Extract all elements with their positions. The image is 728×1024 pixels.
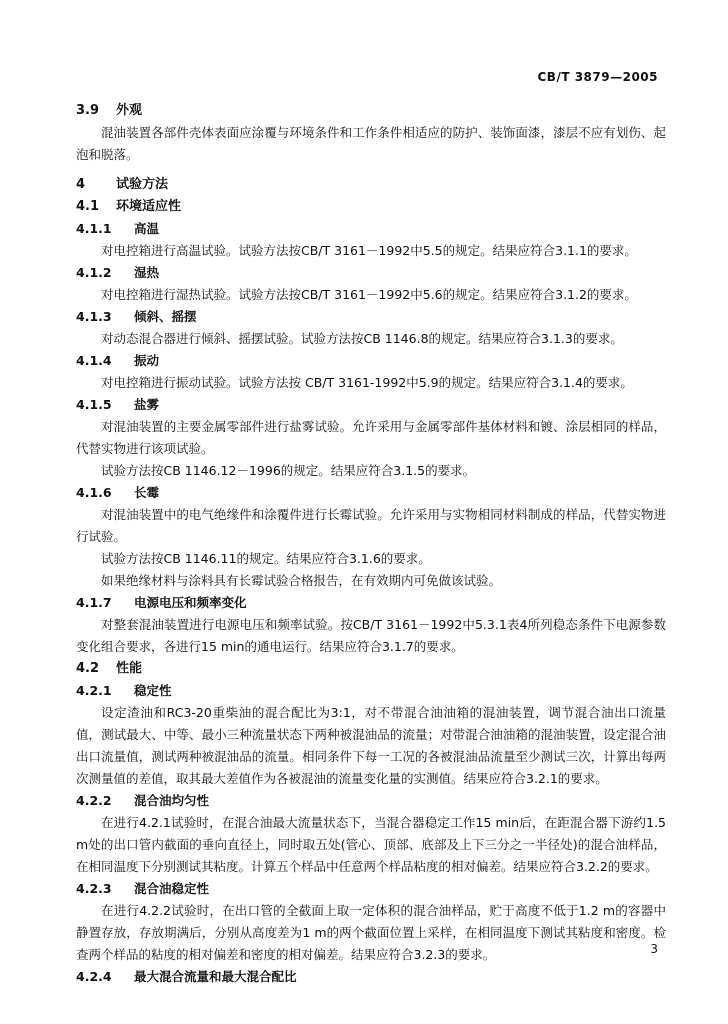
section-number: 4.2 xyxy=(76,661,100,676)
section-title: 混合油均匀性 xyxy=(134,793,210,808)
paragraph: 如果绝缘材料与涂料具有长霉试验合格报告，在有效期内可免做该试验。 xyxy=(101,573,502,588)
section-heading-4 xyxy=(76,174,666,196)
section-heading-4-2-2 xyxy=(76,790,666,812)
paragraph: 在进行4.2.1试验时，在混合油最大流量状态下，当混合器稳定工作15 min后，在距混合器下游约1.5 m处的出口管内截面的垂向直径上，同时取五处(管心、顶部、底部及上下三分之一半径处)的混合油样品，在相同温度下分别测试其粘度。计算五个样品中任意两个样品粘度的相对偏差。结果应符合3.2.2的要求。 xyxy=(76,815,666,874)
section-title: 最大混合流量和最大混合配比 xyxy=(134,969,297,984)
section-heading-4-1-6 xyxy=(76,482,666,504)
section-number: 4.1.6 xyxy=(76,485,112,500)
section-heading-4-2-4 xyxy=(76,966,666,988)
paragraph: 对电控箱进行湿热试验。试验方法按CB/T 3161－1992中5.6的规定。结果应符合3.1.2的要求。 xyxy=(101,287,637,302)
section-title: 电源电压和频率变化 xyxy=(134,595,247,610)
section-heading-4-1-5 xyxy=(76,394,666,416)
section-number: 4.2.1 xyxy=(76,683,112,698)
section-number: 4 xyxy=(76,177,86,192)
section-title: 试验方法 xyxy=(116,177,169,192)
paragraph: 在进行4.2.2试验时，在出口管的全截面上取一定体积的混合油样品，贮于高度不低于1.2 m的容器中静置存放，存放期满后，分别从高度差为1 m的两个截面位置上采样，在相同温度下测试其粘度和密度。检查两个样品的粘度的相对偏差和密度的相对偏差。结果应符合3.2.3的要求。 xyxy=(76,903,666,962)
section-number: 4.1.7 xyxy=(76,595,112,610)
section-heading-4-2-3 xyxy=(76,878,666,900)
paragraph: 对混油装置中的电气绝缘件和涂覆件进行长霉试验。允许采用与实物相同材料制成的样品，代替实物进行试验。 xyxy=(76,507,666,544)
paragraph: 对电控箱进行高温试验。试验方法按CB/T 3161－1992中5.5的规定。结果应符合3.1.1的要求。 xyxy=(101,243,637,258)
section-title: 混合油稳定性 xyxy=(134,881,210,896)
section-title: 性能 xyxy=(116,661,143,676)
section-title: 高温 xyxy=(134,221,160,236)
section-number: 4.1.3 xyxy=(76,309,112,324)
paragraph: 对电控箱进行振动试验。试验方法按 CB/T 3161-1992中5.9的规定。结果应符合3.1.4的要求。 xyxy=(101,375,633,390)
section-title: 振动 xyxy=(134,353,160,368)
section-heading-4-1-2 xyxy=(76,262,666,284)
paragraph: 对整套混油装置进行电源电压和频率试验。按CB/T 3161－1992中5.3.1表4所列稳态条件下电源参数变化组合要求，各进行15 min的通电运行。结果应符合3.1.7的要求。 xyxy=(76,617,666,654)
section-title: 稳定性 xyxy=(134,683,172,698)
section-heading-4-1-7 xyxy=(76,592,666,614)
section-title: 外观 xyxy=(116,103,143,118)
section-heading-4-2 xyxy=(76,658,666,680)
page-number: 3 xyxy=(650,942,658,956)
section-heading-4-1-3 xyxy=(76,306,666,328)
section-number: 4.2.2 xyxy=(76,793,112,808)
section-number: 4.2.4 xyxy=(76,969,112,984)
paragraph: 试验方法按CB 1146.12－1996的规定。结果应符合3.1.5的要求。 xyxy=(101,463,476,478)
section-title: 盐雾 xyxy=(134,397,160,412)
section-title: 倾斜、摇摆 xyxy=(134,309,197,324)
paragraph: 对动态混合器进行倾斜、摇摆试验。试验方法按CB 1146.8的规定。结果应符合3.1.3的要求。 xyxy=(101,331,623,346)
paragraph: 设定渣油和RC3-20重柴油的混合配比为3:1，对不带混合油油箱的混油装置，调节混合油出口流量值，测试最大、中等、最小三种流量状态下两种被混油品的流量；对带混合油油箱的混油装置，设定混合油出口流量值，测试两种被混油品的流量。相同条件下每一工况的各被混油品流量至少测试三次，计算出每两次测量值的差值，取其最大差值作为各被混油的流量变化量的实测值。结果应符合3.2.1的要求。 xyxy=(76,705,666,786)
section-heading-4-2-1 xyxy=(76,680,666,702)
section-title: 湿热 xyxy=(134,265,160,280)
section-number: 3.9 xyxy=(76,103,100,118)
section-number: 4.1.5 xyxy=(76,397,112,412)
section-heading-3-9 xyxy=(76,100,666,122)
section-title: 长霉 xyxy=(134,485,160,500)
standard-number: CB/T 3879—2005 xyxy=(537,70,658,84)
section-title: 环境适应性 xyxy=(116,199,182,214)
section-number: 4.1.4 xyxy=(76,353,112,368)
section-heading-4-1-1 xyxy=(76,218,666,240)
section-number: 4.1 xyxy=(76,199,100,214)
section-number: 4.2.3 xyxy=(76,881,112,896)
document-body xyxy=(76,100,666,988)
section-number: 4.1.1 xyxy=(76,221,112,236)
section-heading-4-1 xyxy=(76,196,666,218)
section-heading-4-1-4 xyxy=(76,350,666,372)
section-number: 4.1.2 xyxy=(76,265,112,280)
paragraph: 试验方法按CB 1146.11的规定。结果应符合3.1.6的要求。 xyxy=(101,551,431,566)
paragraph: 混油装置各部件壳体表面应涂覆与环境条件和工作条件相适应的防护、装饰面漆，漆层不应有划伤、起泡和脱落。 xyxy=(76,125,666,162)
paragraph: 对混油装置的主要金属零部件进行盐雾试验。允许采用与金属零部件基体材料和镀、涂层相同的样品，代替实物进行该项试验。 xyxy=(76,419,666,456)
